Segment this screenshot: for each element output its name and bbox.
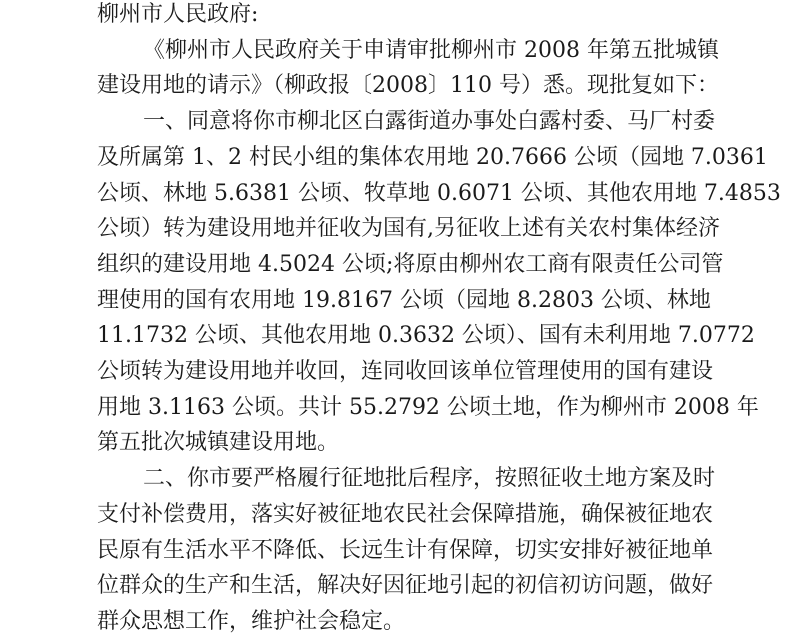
paragraph-item-1-line-6: 理使用的国有农用地 19.8167 公顷（园地 8.2803 公顷、林地 — [97, 288, 711, 313]
paragraph-item-2-line-1: 二、你市要严格履行征地批后程序，按照征收土地方案及时 — [143, 466, 716, 491]
paragraph-item-2-line-3: 民原有生活水平不降低、长远生计有保障，切实安排好被征地单 — [97, 538, 714, 563]
paragraph-item-1-line-9: 用地 3.1163 公顷。共计 55.2792 公顷土地，作为柳州市 2008 年 — [97, 395, 759, 420]
paragraph-item-1-line-3: 公顷、林地 5.6381 公顷、牧草地 0.6071 公顷、其他农用地 7.4853 — [97, 181, 781, 206]
paragraph-item-1-line-1: 一、同意将你市柳北区白露街道办事处白露村委、马厂村委 — [143, 109, 716, 134]
paragraph-item-2-line-4: 位群众的生产和生活，解决好因征地引起的初信初访问题，做好 — [97, 573, 714, 598]
paragraph-intro-line-2: 建设用地的请示》（柳政报〔2008〕110 号）悉。现批复如下： — [97, 73, 719, 98]
paragraph-item-1-line-8: 公顷转为建设用地并收回，连同收回该单位管理使用的国有建设 — [97, 359, 714, 384]
paragraph-item-2-line-2: 支付补偿费用，落实好被征地农民社会保障措施，确保被征地农 — [97, 502, 714, 527]
addressee: 柳州市人民政府: — [97, 2, 259, 27]
paragraph-item-1-line-2: 及所属第 1、2 村民小组的集体农用地 20.7666 公顷（园地 7.0361 — [97, 145, 768, 170]
paragraph-item-2-line-5: 群众思想工作，维护社会稳定。 — [97, 609, 406, 634]
paragraph-item-1-line-7: 11.1732 公顷、其他农用地 0.3632 公顷）、国有未利用地 7.0772 — [97, 323, 755, 348]
paragraph-item-1-line-5: 组织的建设用地 4.5024 公顷;将原由柳州农工商有限责任公司管 — [97, 252, 724, 277]
paragraph-item-1-line-10: 第五批次城镇建设用地。 — [97, 430, 340, 455]
paragraph-intro-line-1: 《柳州市人民政府关于申请审批柳州市 2008 年第五批城镇 — [143, 38, 719, 63]
paragraph-item-1-line-4: 公顷）转为建设用地并征收为国有,另征收上述有关农村集体经济 — [97, 216, 720, 241]
